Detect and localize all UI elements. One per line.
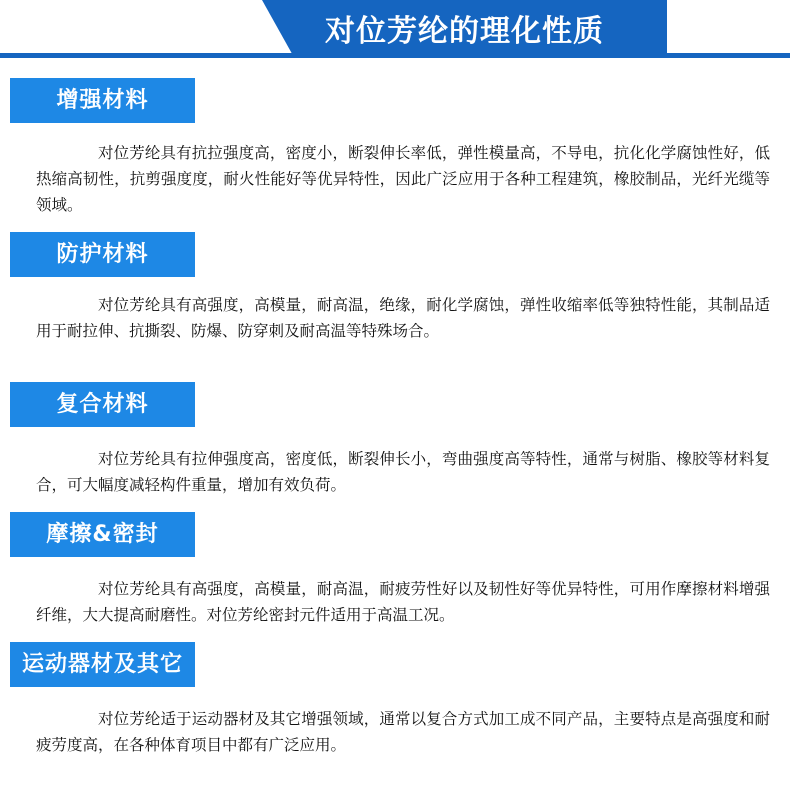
page-header [0,0,790,62]
section-heading: 运动器材及其它 [10,642,195,687]
section-heading: 摩擦&密封 [10,512,195,557]
section-heading: 增强材料 [10,78,195,123]
page-title: 对位芳纶的理化性质 [325,14,604,49]
section-text: 对位芳纶适于运动器材及其它增强领域，通常以复合方式加工成不同产品，主要特点是高强度和耐疲劳度高，在各种体育项目中都有广泛应用。 [36,710,770,754]
section-text: 对位芳纶具有抗拉强度高，密度小，断裂伸长率低，弹性模量高，不导电，抗化化学腐蚀性好，低热缩高韧性，抗剪强度度，耐火性能好等优异特性，因此广泛应用于各种工程建筑，橡胶制品，光纤光缆等领域。 [36,144,770,214]
section-heading: 防护材料 [10,232,195,277]
section-heading: 复合材料 [10,382,195,427]
section-text: 对位芳纶具有高强度，高模量，耐高温，耐疲劳性好以及韧性好等优异特性，可用作摩擦材料增强纤维，大大提高耐磨性。对位芳纶密封元件适用于高温工况。 [36,580,770,624]
section-text: 对位芳纶具有高强度，高模量，耐高温，绝缘，耐化学腐蚀，弹性收缩率低等独特性能，其制品适用于耐拉伸、抗撕裂、防爆、防穿刺及耐高温等特殊场合。 [36,296,770,340]
section-text: 对位芳纶具有拉伸强度高，密度低，断裂伸长小，弯曲强度高等特性，通常与树脂、橡胶等材料复合，可大幅度减轻构件重量，增加有效负荷。 [36,450,770,494]
